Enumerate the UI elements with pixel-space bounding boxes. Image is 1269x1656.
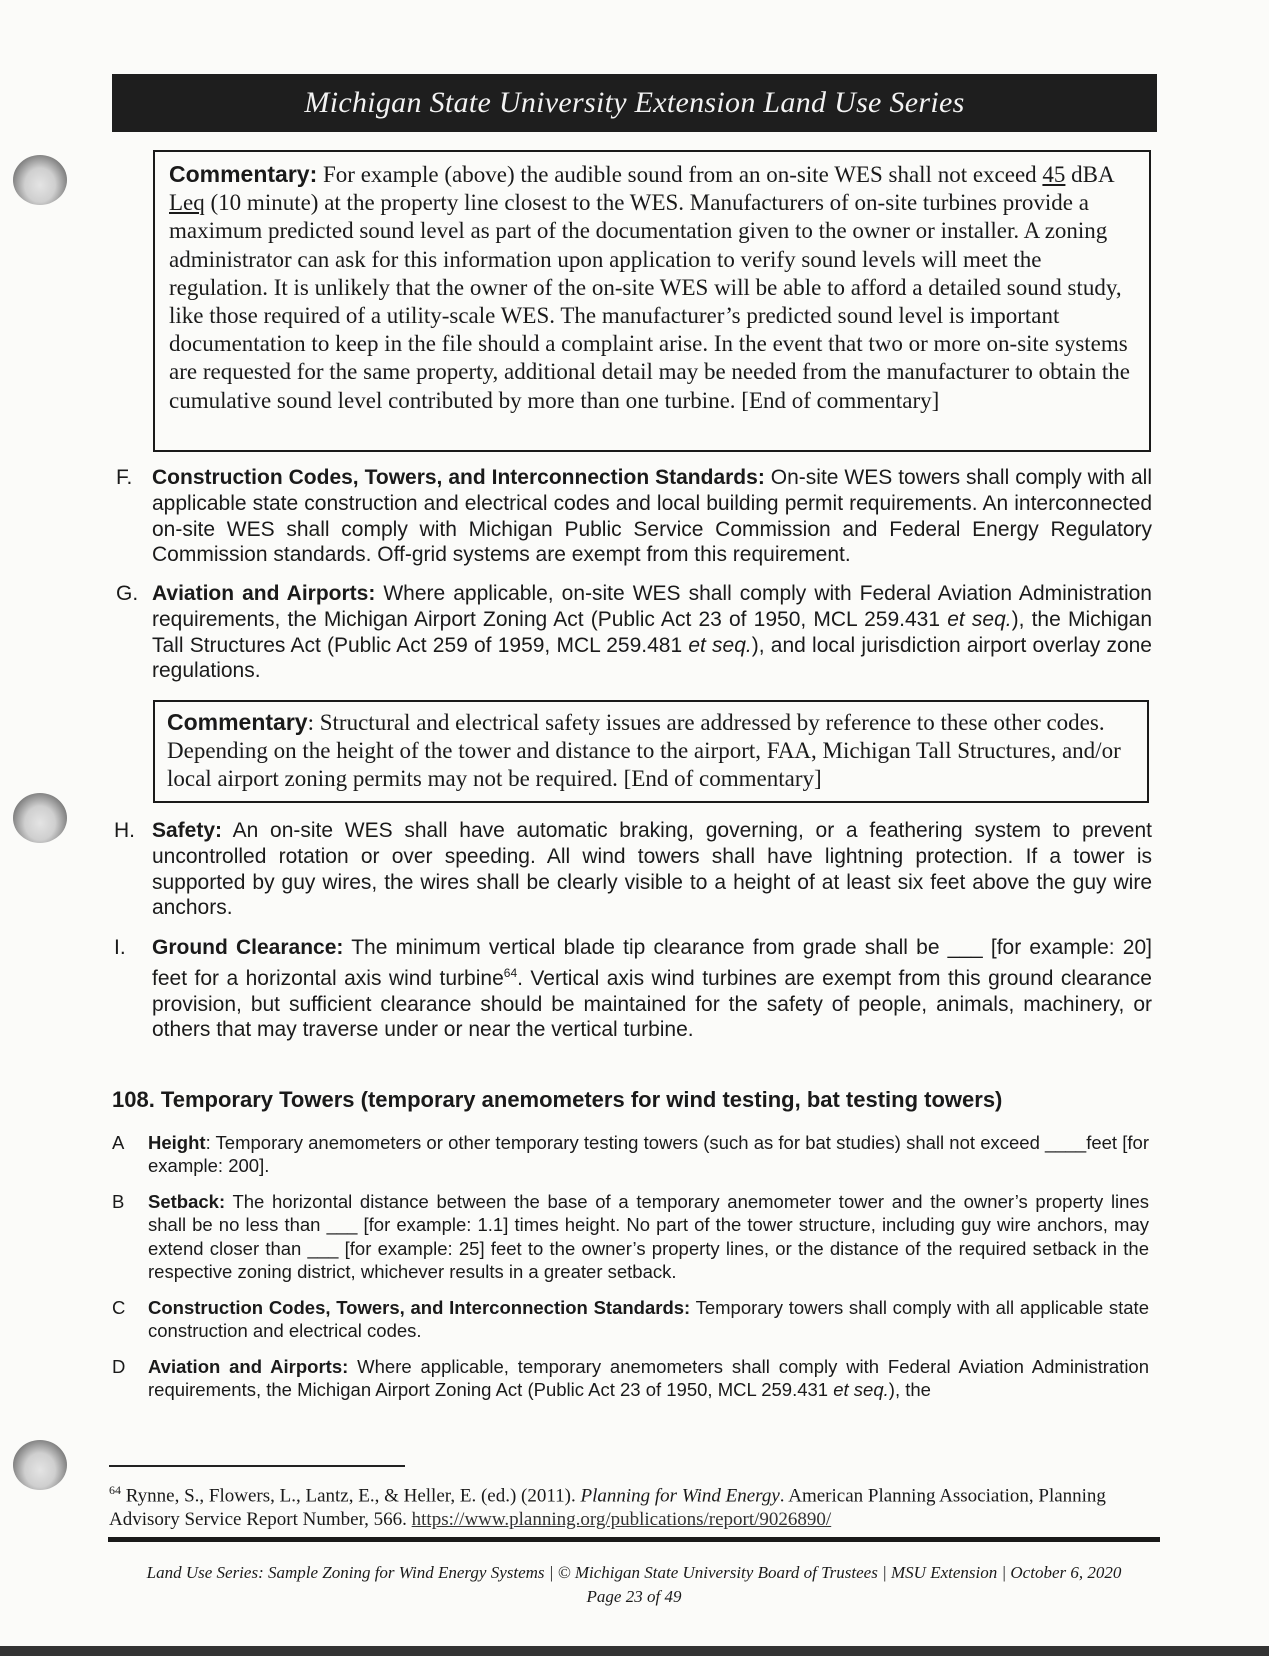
list-item-d: D Aviation and Airports: Where applicable, temporary anemometers shall comply with Federal Aviation Administration requirements, the Michigan Airport Zoning Act (Public Act 23 of 1950, MCL 259.431 et seq.), the (112, 1356, 1150, 1401)
commentary-label: Commentary: (169, 161, 318, 187)
list-item-f: F. Construction Codes, Towers, and Interconnection Standards: On-site WES towers shall comply with all applicable state construction and electrical codes and local building permit requirements. An interconnected on-site WES shall comply with Michigan Public Service Commission and Federal Energy Regulatory Commission standards. Off-grid systems are exempt from this requirement. (116, 466, 1152, 567)
item-marker: G. (116, 582, 139, 605)
list-item-b: B Setback: The horizontal distance between the base of a temporary anemometer tower and the owner’s property lines shall be no less than ___ [for example: 1.1] times height. No part of the tower structure, including guy wire anchors, may extend closer than ___ [for example: 25] feet to the owner’s property lines, or the distance of the required setback in the respective zoning district, whichever results in a greater setback. (112, 1191, 1149, 1282)
list-item-i: I. Ground Clearance: The minimum vertical blade tip clearance from grade shall be ___ [for example: 20] feet for a horizontal axis wind turbine$^{64}$. Vertical axis wind turbines are exempt from this ground clearance provision, but sufficient clearance should be maintained for the safety of people, animals, machinery, or others that may traverse under or near the vertical turbine. (114, 936, 1152, 1042)
binder-hole-top (13, 155, 67, 205)
item-marker: I. (114, 936, 126, 959)
binder-hole-middle (13, 793, 67, 843)
item-marker: H. (114, 819, 135, 842)
scan-edge (0, 1646, 1269, 1656)
section-heading: 108. Temporary Towers (temporary anemometers for wind testing, bat testing towers) (112, 1087, 1003, 1112)
series-banner (112, 74, 1157, 132)
page-number: Page 23 of 49 (586, 1587, 682, 1606)
footnote-link[interactable]: https://www.planning.org/publications/report/9026890/ (411, 1509, 832, 1531)
binder-hole-bottom (13, 1440, 67, 1490)
footnote-number: 64 (109, 1483, 121, 1497)
item-label: Construction Codes, Towers, and Interconnection Standards: (152, 466, 765, 489)
item-marker: C (112, 1297, 126, 1318)
footnote-64: $^{64}$ Rynne, S., Flowers, L., Lantz, E., & Heller, E. (ed.) (2011). Planning for Wind Energy. American Planning Association, Planning Advisory Service Report Number, 566. https://www.planning.org/publications/report/9026890/ (109, 1483, 1106, 1531)
item-label: Aviation and Airports: (152, 582, 376, 605)
commentary-sound-text: Commentary: For example (above) the audible sound from an on-site WES shall not exceed 45 dBA Leq (10 minute) at the property line closest to the WES. Manufacturers of on-site turbines provide a maximum predicted sound level as part of the documentation given to the owner or installer. A zoning administrator can ask for this information upon application to verify sound levels will meet the regulation. It is unlikely that the owner of the on-site WES will be able to afford a detailed sound study, like those required of a utility-scale WES. The manufacturer’s predicted sound level is important documentation to keep in the file should a complaint arise. In the event that two or more on-site systems are requested for the same property, additional detail may be needed from the manufacturer to obtain the cumulative sound level contributed by more than one turbine. [End of commentary] (169, 161, 1130, 413)
commentary-label: Commentary (167, 709, 308, 735)
item-label: Height (148, 1132, 206, 1153)
footer-line: Land Use Series: Sample Zoning for Wind Energy Systems | © Michigan State University Board of Trustees | MSU Extension | October 6, 2020 (146, 1563, 1122, 1582)
list-item-h: H. Safety: An on-site WES shall have automatic braking, governing, or a feathering system to prevent uncontrolled rotation or over speeding. All wind towers shall have lightning protection. If a tower is supported by guy wires, the wires shall be clearly visible to a height of at least six feet above the guy wire anchors. (114, 819, 1152, 920)
sound-limit-value: 45 (1042, 162, 1066, 187)
sound-unit: Leq (169, 190, 205, 216)
footnote-separator (109, 1465, 405, 1467)
item-label: Setback: (148, 1191, 226, 1212)
item-label: Safety: (152, 819, 223, 842)
list-item-a: A Height: Temporary anemometers or other temporary testing towers (such as for bat studies) shall not exceed ____feet [for example: 200]. (112, 1132, 1149, 1177)
item-marker: B (112, 1191, 125, 1212)
item-label: Aviation and Airports: (148, 1356, 349, 1377)
banner-title: Michigan State University Extension Land Use Series (304, 86, 965, 119)
item-marker: F. (116, 466, 133, 489)
footnote-ref[interactable]: 64 (503, 965, 518, 980)
list-item-c: C Construction Codes, Towers, and Interconnection Standards: Temporary towers shall comply with all applicable state construction and electrical codes. (112, 1297, 1149, 1342)
item-marker: A (112, 1132, 125, 1153)
item-label: Construction Codes, Towers, and Interconnection Standards: (148, 1297, 691, 1318)
item-marker: D (112, 1356, 126, 1377)
footnote-title: Planning for Wind Energy (580, 1485, 780, 1507)
footer-rule (108, 1537, 1160, 1542)
list-item-g: G. Aviation and Airports: Where applicable, on-site WES shall comply with Federal Aviation Administration requirements, the Michigan Airport Zoning Act (Public Act 23 of 1950, MCL 259.431 et seq.), the Michigan Tall Structures Act (Public Act 259 of 1959, MCL 259.481 et seq.), and local jurisdiction airport overlay zone regulations. (116, 582, 1152, 683)
commentary-box-safety (153, 700, 1149, 803)
commentary-box-sound (153, 150, 1151, 452)
item-label: Ground Clearance: (152, 936, 344, 959)
commentary-safety-text: Commentary: Structural and electrical safety issues are addressed by reference to these other codes. Depending on the height of the tower and distance to the airport, FAA, Michigan Tall Structures, and/or local airport zoning permits may not be required. [End of commentary] (167, 709, 1121, 792)
